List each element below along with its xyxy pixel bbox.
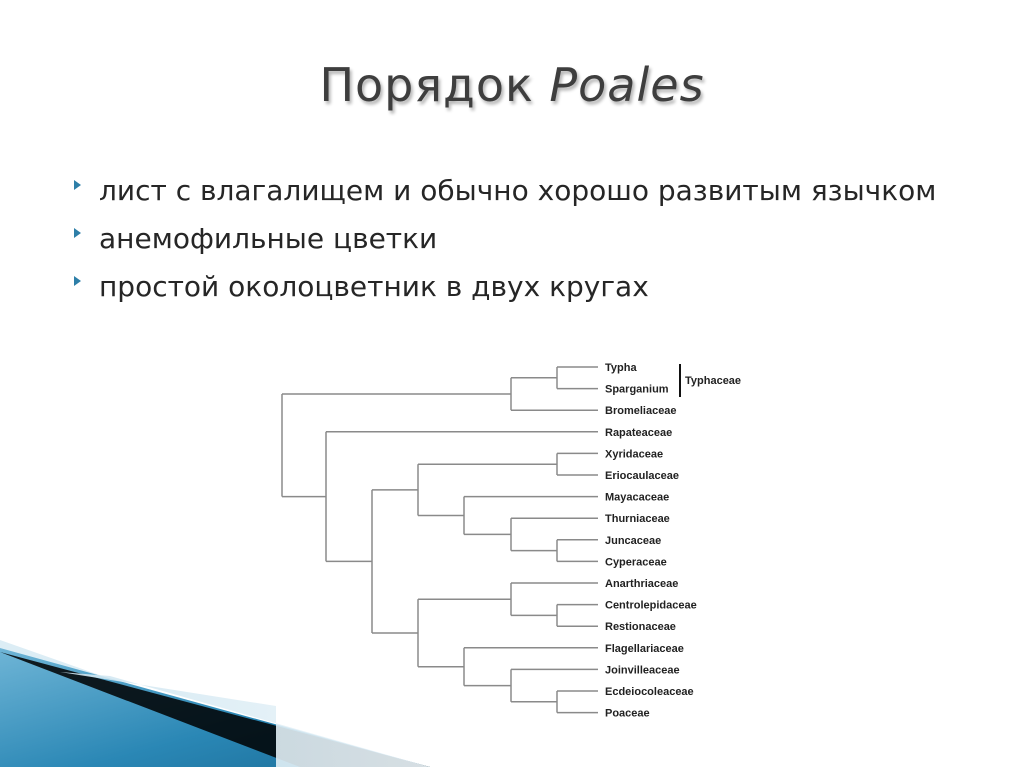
taxon-label: Restionaceae bbox=[605, 621, 676, 634]
taxon-label: Centrolepidaceae bbox=[605, 599, 697, 612]
taxon-label: Joinvilleaceae bbox=[605, 664, 680, 677]
taxon-label: Poaceae bbox=[605, 707, 650, 720]
taxon-label: Cyperaceae bbox=[605, 556, 667, 569]
taxon-label: Ecdeiocoleaceae bbox=[605, 686, 694, 698]
taxon-label: Flagellariaceae bbox=[605, 642, 684, 655]
taxon-label: Juncaceae bbox=[605, 534, 662, 547]
clade-label-typhaceae: Typhaceae bbox=[685, 375, 742, 387]
taxon-label: Eriocaulaceae bbox=[605, 470, 679, 482]
tree-labels bbox=[605, 362, 697, 720]
taxon-label: Sparganium bbox=[605, 383, 669, 396]
bullet-text: лист с влагалищем и обычно хорошо развитым язычком bbox=[99, 174, 937, 207]
taxon-label: Typha bbox=[605, 362, 637, 374]
title-order-name: Poales bbox=[549, 58, 705, 112]
taxon-label: Anarthriaceae bbox=[605, 578, 679, 590]
taxon-label: Bromeliaceae bbox=[605, 405, 677, 418]
title-prefix: Порядок bbox=[319, 58, 534, 112]
bullet-text: простой околоцветник в двух кругах bbox=[99, 270, 649, 303]
bullet-text: анемофильные цветки bbox=[99, 222, 438, 255]
taxon-label: Xyridaceae bbox=[605, 448, 664, 461]
taxon-label: Rapateaceae bbox=[605, 426, 673, 439]
taxon-label: Mayacaceae bbox=[605, 491, 670, 504]
taxon-label: Thurniaceae bbox=[605, 513, 670, 526]
tree-branches bbox=[282, 367, 598, 713]
